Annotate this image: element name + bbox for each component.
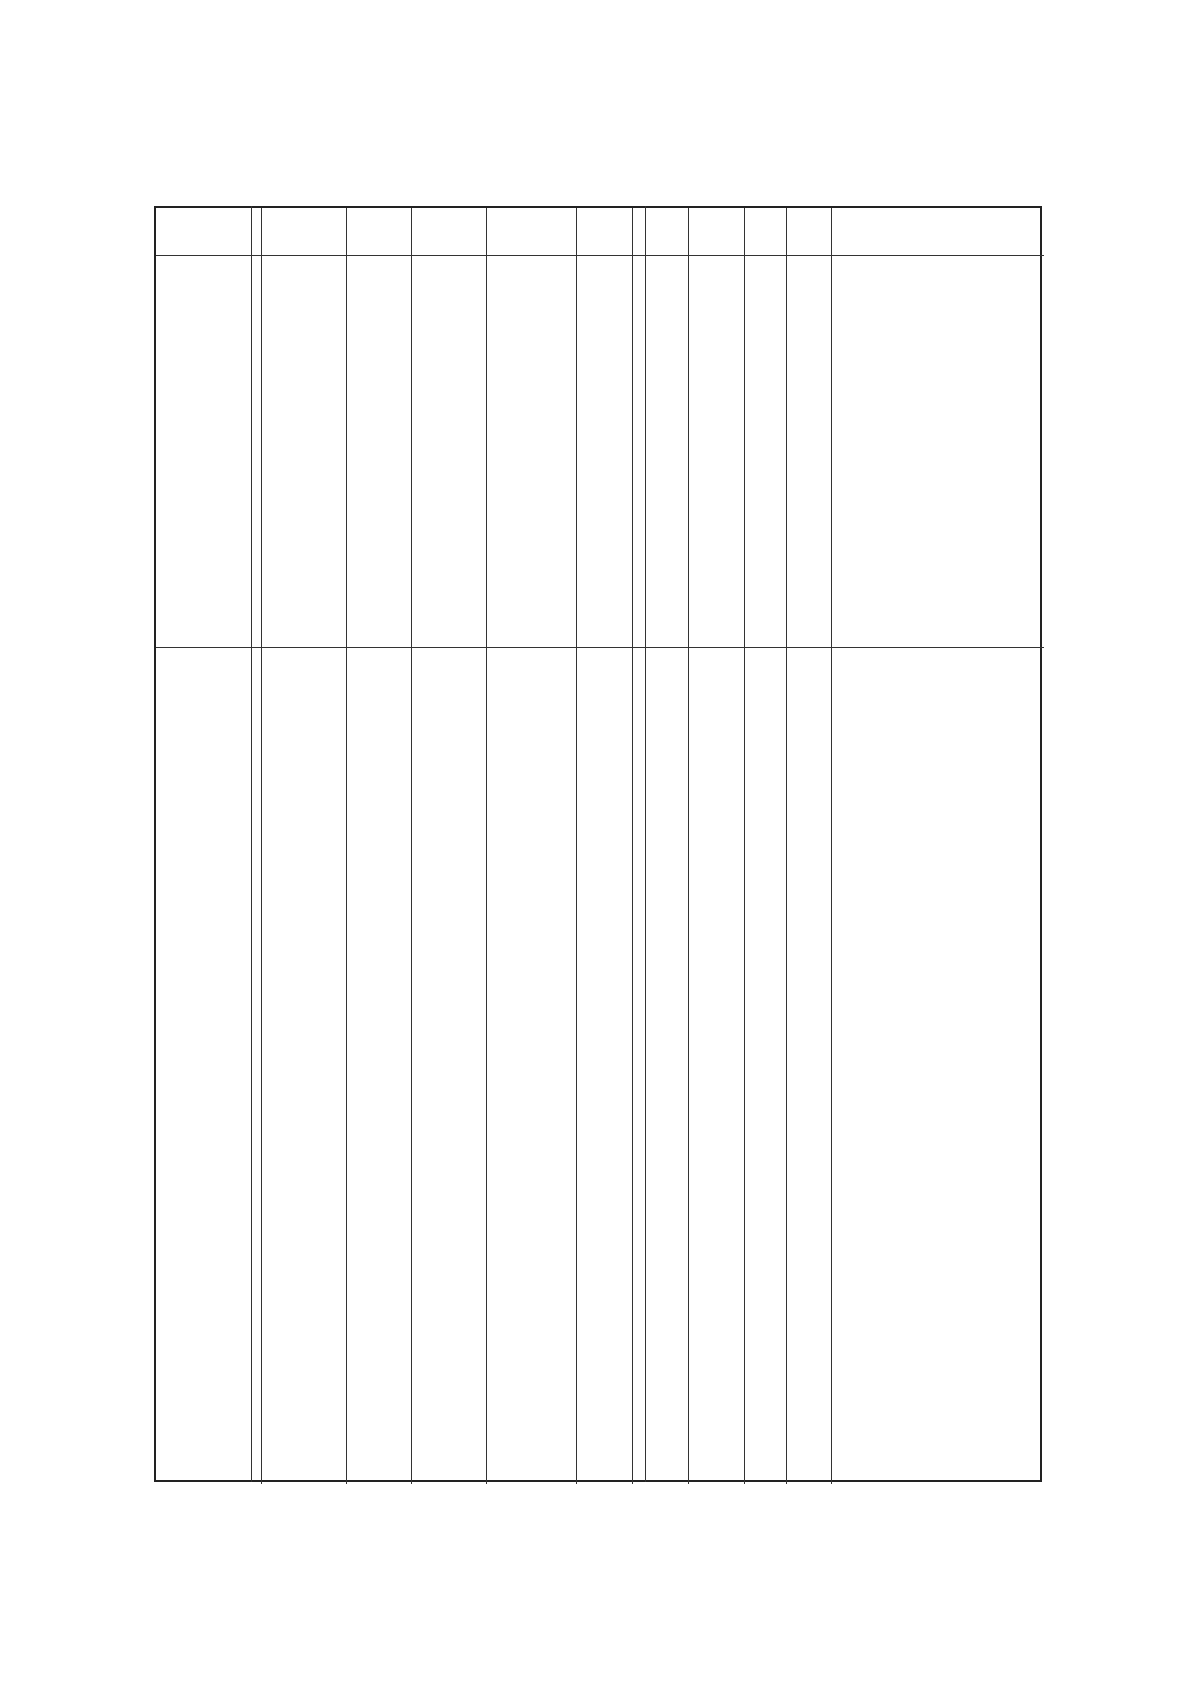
grid-overlay — [154, 206, 1042, 1482]
